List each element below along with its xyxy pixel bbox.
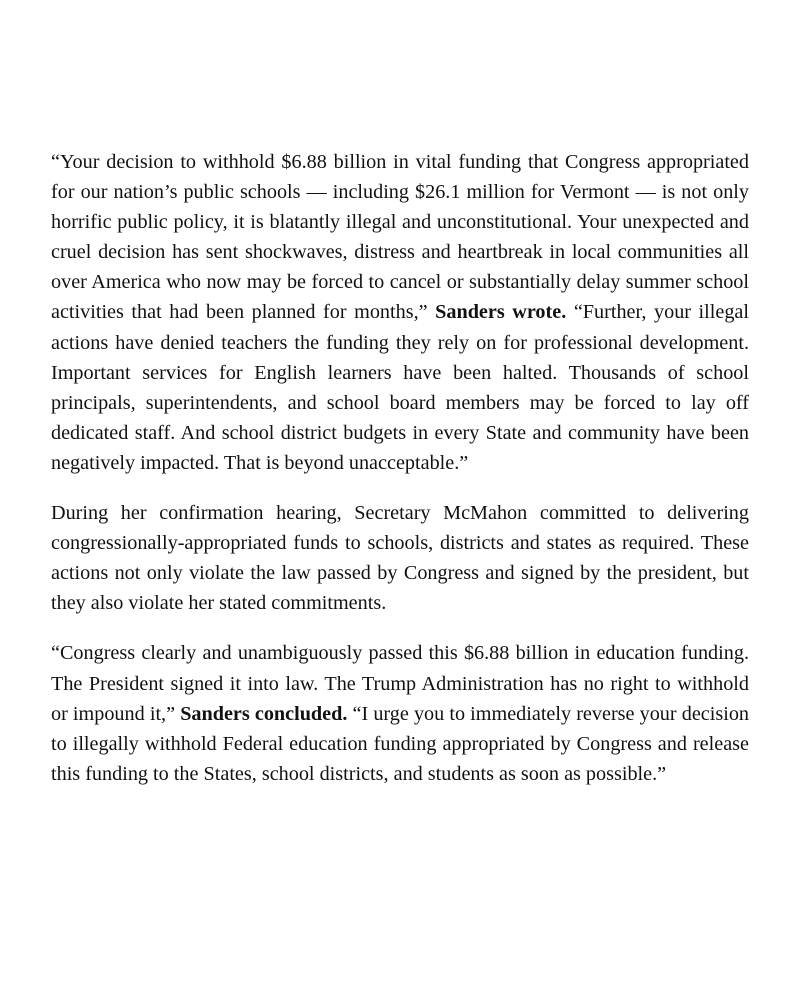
- paragraph-sanders-letter-quote: [51, 147, 749, 478]
- quote-text-continued: “I urge you to immediately reverse your decision to illegally withhold Federal education funding appropriated by Congress and release this funding to the States, school districts, and students as soon as possible.”: [51, 702, 750, 785]
- paragraph-sanders-conclusion-quote: [51, 638, 749, 788]
- paragraph-mcmahon-confirmation: [51, 498, 749, 618]
- body-text: During her confirmation hearing, Secretary McMahon committed to delivering congressionally-appropriated funds to schools, districts and states as required. These actions not only violate the law passed by Congress and signed by the president, but they also violate her stated commitments.: [51, 502, 749, 615]
- quote-text-opening: “Congress clearly and unambiguously passed this $6.88 billion in education funding. The President signed it into law. The Trump Administration has no right to withhold or impound it,”: [51, 642, 749, 725]
- document-body: [51, 147, 749, 789]
- attribution-sanders-wrote: Sanders wrote.: [435, 301, 567, 324]
- quote-text-opening: “Your decision to withhold $6.88 billion in vital funding that Congress appropriated for our nation’s public schools — including $26.1 million for Vermont — is not only horrific public policy, it is blatantly illegal and unconstitutional. Your unexpected and cruel decision has sent shockwaves, distress and heartbreak in local communities all over America who now may be forced to cancel or substantially delay summer school activities that had been planned for months,”: [51, 151, 749, 324]
- quote-text-continued: “Further, your illegal actions have denied teachers the funding they rely on for professional development. Important services for English learners have been halted. Thousands of school principals, superintendents, and school board members may be forced to lay off dedicated staff. And school district budgets in every State and community have been negatively impacted. That is beyond unacceptable.”: [51, 301, 750, 474]
- attribution-sanders-concluded: Sanders concluded.: [180, 702, 348, 725]
